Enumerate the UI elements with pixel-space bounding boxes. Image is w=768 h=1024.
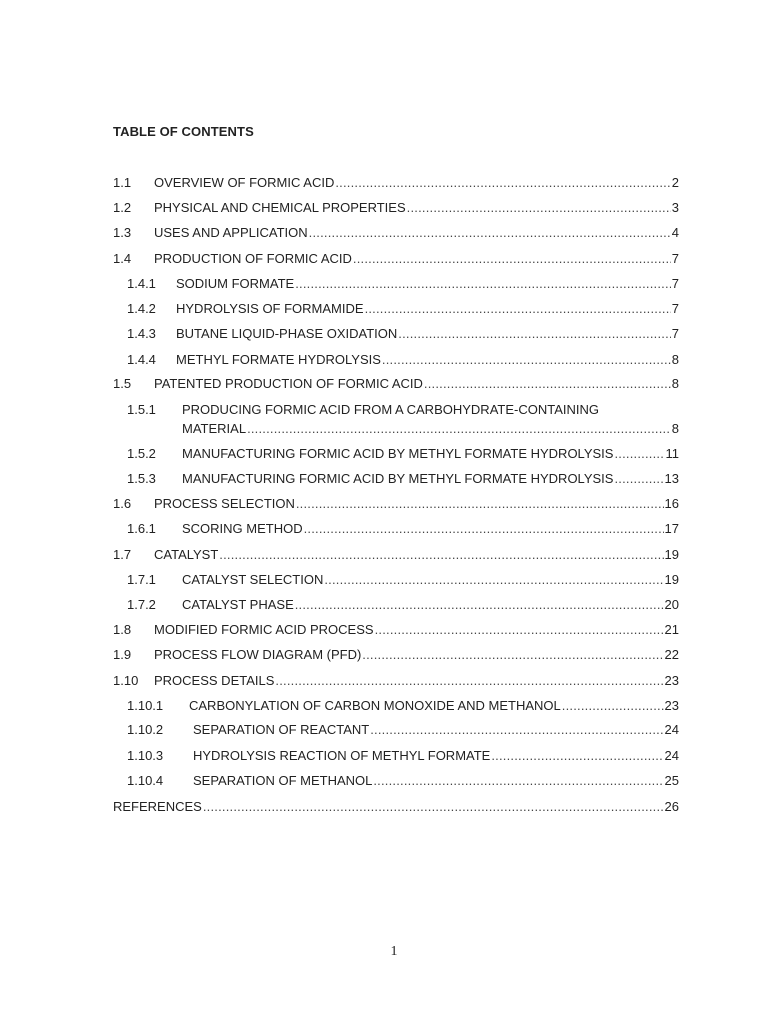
toc-entry-title: PATENTED PRODUCTION OF FORMIC ACID bbox=[154, 376, 423, 391]
dot-leader bbox=[295, 597, 664, 613]
toc-entry-number: 1.8 bbox=[113, 622, 132, 637]
toc-entry-number: 1.10.2 bbox=[127, 722, 164, 737]
toc-entry[interactable] bbox=[127, 597, 679, 613]
toc-entry-number: 1.4 bbox=[113, 251, 132, 266]
toc-entry-title: MANUFACTURING FORMIC ACID BY METHYL FORMATE HYDROLYSIS bbox=[182, 471, 614, 486]
toc-entry-title: PHYSICAL AND CHEMICAL PROPERTIES bbox=[154, 200, 406, 215]
toc-heading: TABLE OF CONTENTS bbox=[113, 124, 254, 139]
toc-entry-number: 1.7.2 bbox=[127, 597, 156, 612]
toc-entry-title: PROCESS DETAILS bbox=[154, 673, 275, 688]
toc-entry[interactable] bbox=[113, 673, 679, 689]
toc-entry[interactable] bbox=[113, 175, 679, 191]
toc-entry-page: 11 bbox=[665, 446, 679, 461]
toc-entry-number: 1.10.4 bbox=[127, 773, 164, 788]
toc-entry[interactable] bbox=[127, 521, 679, 537]
toc-entry-number: 1.2 bbox=[113, 200, 132, 215]
dot-leader bbox=[382, 352, 671, 368]
toc-entry-page: 19 bbox=[664, 547, 679, 562]
toc-entry[interactable] bbox=[113, 547, 679, 563]
toc-entry-page: 22 bbox=[664, 647, 679, 662]
toc-entry-number: 1.10.3 bbox=[127, 748, 164, 763]
toc-entry-number: 1.4.2 bbox=[127, 301, 156, 316]
toc-entry[interactable] bbox=[127, 698, 679, 714]
dot-leader bbox=[365, 301, 671, 317]
toc-entry-page: 8 bbox=[671, 376, 679, 391]
toc-entry-title-continued: MATERIAL bbox=[182, 421, 247, 436]
toc-entry[interactable] bbox=[113, 799, 679, 815]
toc-entry-title: REFERENCES bbox=[113, 799, 202, 814]
dot-leader bbox=[614, 446, 664, 462]
dot-leader bbox=[296, 496, 664, 512]
toc-entry[interactable] bbox=[113, 376, 679, 392]
toc-entry-page: 8 bbox=[671, 421, 679, 436]
toc-entry-number: 1.4.4 bbox=[127, 352, 156, 367]
toc-entry-number: 1.4.3 bbox=[127, 326, 156, 341]
toc-entry-number: 1.10 bbox=[113, 673, 139, 688]
toc-entry[interactable] bbox=[127, 301, 679, 317]
toc-entry-page: 13 bbox=[664, 471, 679, 486]
dot-leader bbox=[398, 326, 670, 342]
toc-entry[interactable] bbox=[127, 352, 679, 368]
toc-entry-number: 1.7.1 bbox=[127, 572, 156, 587]
dot-leader bbox=[424, 376, 671, 392]
toc-entry[interactable] bbox=[127, 276, 679, 292]
toc-entry[interactable] bbox=[127, 402, 679, 418]
dot-leader bbox=[247, 421, 671, 437]
dot-leader bbox=[324, 572, 663, 588]
dot-leader bbox=[407, 200, 671, 216]
dot-leader bbox=[373, 773, 663, 789]
toc-entry[interactable] bbox=[127, 446, 679, 462]
toc-entry-title: CARBONYLATION OF CARBON MONOXIDE AND METHANOL bbox=[189, 698, 561, 713]
dot-leader bbox=[375, 622, 664, 638]
toc-entry-title: SEPARATION OF REACTANT bbox=[193, 722, 370, 737]
toc-entry-title: PROCESS SELECTION bbox=[154, 496, 295, 511]
toc-entry-number: 1.5.2 bbox=[127, 446, 156, 461]
toc-entry-page: 8 bbox=[671, 352, 679, 367]
toc-entry-title: PRODUCING FORMIC ACID FROM A CARBOHYDRATE-CONTAINING bbox=[182, 402, 599, 417]
toc-entry[interactable] bbox=[113, 251, 679, 267]
dot-leader bbox=[309, 225, 671, 241]
toc-entry-page: 25 bbox=[664, 773, 679, 788]
toc-entry[interactable] bbox=[127, 748, 679, 764]
toc-entry-page: 23 bbox=[664, 673, 679, 688]
dot-leader bbox=[370, 722, 663, 738]
toc-entry-page: 21 bbox=[664, 622, 679, 637]
toc-entry[interactable] bbox=[127, 471, 679, 487]
toc-entry-page: 19 bbox=[664, 572, 679, 587]
toc-entry-title: CATALYST PHASE bbox=[182, 597, 294, 612]
dot-leader bbox=[203, 799, 664, 815]
toc-entry[interactable] bbox=[113, 200, 679, 216]
toc-entry-title: HYDROLYSIS REACTION OF METHYL FORMATE bbox=[193, 748, 491, 763]
toc-entry-number: 1.5.3 bbox=[127, 471, 156, 486]
toc-entry-number: 1.6 bbox=[113, 496, 132, 511]
toc-entry[interactable] bbox=[127, 326, 679, 342]
toc-entry-page: 20 bbox=[664, 597, 679, 612]
toc-entry-page: 7 bbox=[671, 326, 679, 341]
dot-leader bbox=[335, 175, 670, 191]
toc-entry-title: METHYL FORMATE HYDROLYSIS bbox=[176, 352, 381, 367]
dot-leader bbox=[295, 276, 671, 292]
toc-entry-number: 1.1 bbox=[113, 175, 132, 190]
toc-entry-title: PROCESS FLOW DIAGRAM (PFD) bbox=[154, 647, 362, 662]
toc-entry-title: BUTANE LIQUID-PHASE OXIDATION bbox=[176, 326, 398, 341]
toc-entry-title: OVERVIEW OF FORMIC ACID bbox=[154, 175, 335, 190]
toc-entry-page: 26 bbox=[664, 799, 679, 814]
toc-entry-page: 24 bbox=[664, 722, 679, 737]
toc-entry-number: 1.7 bbox=[113, 547, 132, 562]
toc-entry-title: MANUFACTURING FORMIC ACID BY METHYL FORMATE HYDROLYSIS bbox=[182, 446, 614, 461]
toc-entry-page: 23 bbox=[664, 698, 679, 713]
dot-leader bbox=[304, 521, 664, 537]
toc-entry-page: 24 bbox=[664, 748, 679, 763]
toc-entry-title: HYDROLYSIS OF FORMAMIDE bbox=[176, 301, 364, 316]
toc-entry-page: 7 bbox=[671, 251, 679, 266]
toc-entry[interactable] bbox=[127, 722, 679, 738]
toc-entry-page: 3 bbox=[671, 200, 679, 215]
toc-entry-number: 1.6.1 bbox=[127, 521, 156, 536]
toc-entry-number: 1.5 bbox=[113, 376, 132, 391]
page-number: 1 bbox=[390, 944, 398, 959]
dot-leader bbox=[353, 251, 671, 267]
toc-entry-number: 1.5.1 bbox=[127, 402, 156, 417]
toc-entry-page: 17 bbox=[664, 521, 679, 536]
toc-entry[interactable] bbox=[127, 572, 679, 588]
toc-entry[interactable] bbox=[113, 647, 679, 663]
toc-entry[interactable] bbox=[113, 622, 679, 638]
dot-leader bbox=[275, 673, 663, 689]
toc-entry-title: PRODUCTION OF FORMIC ACID bbox=[154, 251, 352, 266]
toc-entry-number: 1.10.1 bbox=[127, 698, 164, 713]
toc-entry[interactable] bbox=[113, 225, 679, 241]
toc-entry-page: 7 bbox=[671, 276, 679, 291]
toc-entry-title: MODIFIED FORMIC ACID PROCESS bbox=[154, 622, 374, 637]
toc-entry-page: 4 bbox=[671, 225, 679, 240]
toc-entry-title: USES AND APPLICATION bbox=[154, 225, 308, 240]
toc-entry-continuation[interactable] bbox=[182, 421, 679, 437]
toc-entry[interactable] bbox=[113, 496, 679, 512]
dot-leader bbox=[491, 748, 663, 764]
toc-entry-page: 7 bbox=[671, 301, 679, 316]
toc-entry[interactable] bbox=[127, 773, 679, 789]
toc-entry-number: 1.4.1 bbox=[127, 276, 156, 291]
dot-leader bbox=[219, 547, 663, 563]
toc-entry-number: 1.3 bbox=[113, 225, 132, 240]
dot-leader bbox=[362, 647, 663, 663]
toc-entry-title: CATALYST SELECTION bbox=[182, 572, 324, 587]
toc-entry-title: CATALYST bbox=[154, 547, 219, 562]
dot-leader bbox=[562, 698, 664, 714]
dot-leader bbox=[614, 471, 663, 487]
toc-entry-page: 16 bbox=[664, 496, 679, 511]
toc-entry-title: SODIUM FORMATE bbox=[176, 276, 295, 291]
toc-entry-title: SCORING METHOD bbox=[182, 521, 303, 536]
toc-entry-number: 1.9 bbox=[113, 647, 132, 662]
toc-entry-page: 2 bbox=[671, 175, 679, 190]
toc-entry-title: SEPARATION OF METHANOL bbox=[193, 773, 373, 788]
